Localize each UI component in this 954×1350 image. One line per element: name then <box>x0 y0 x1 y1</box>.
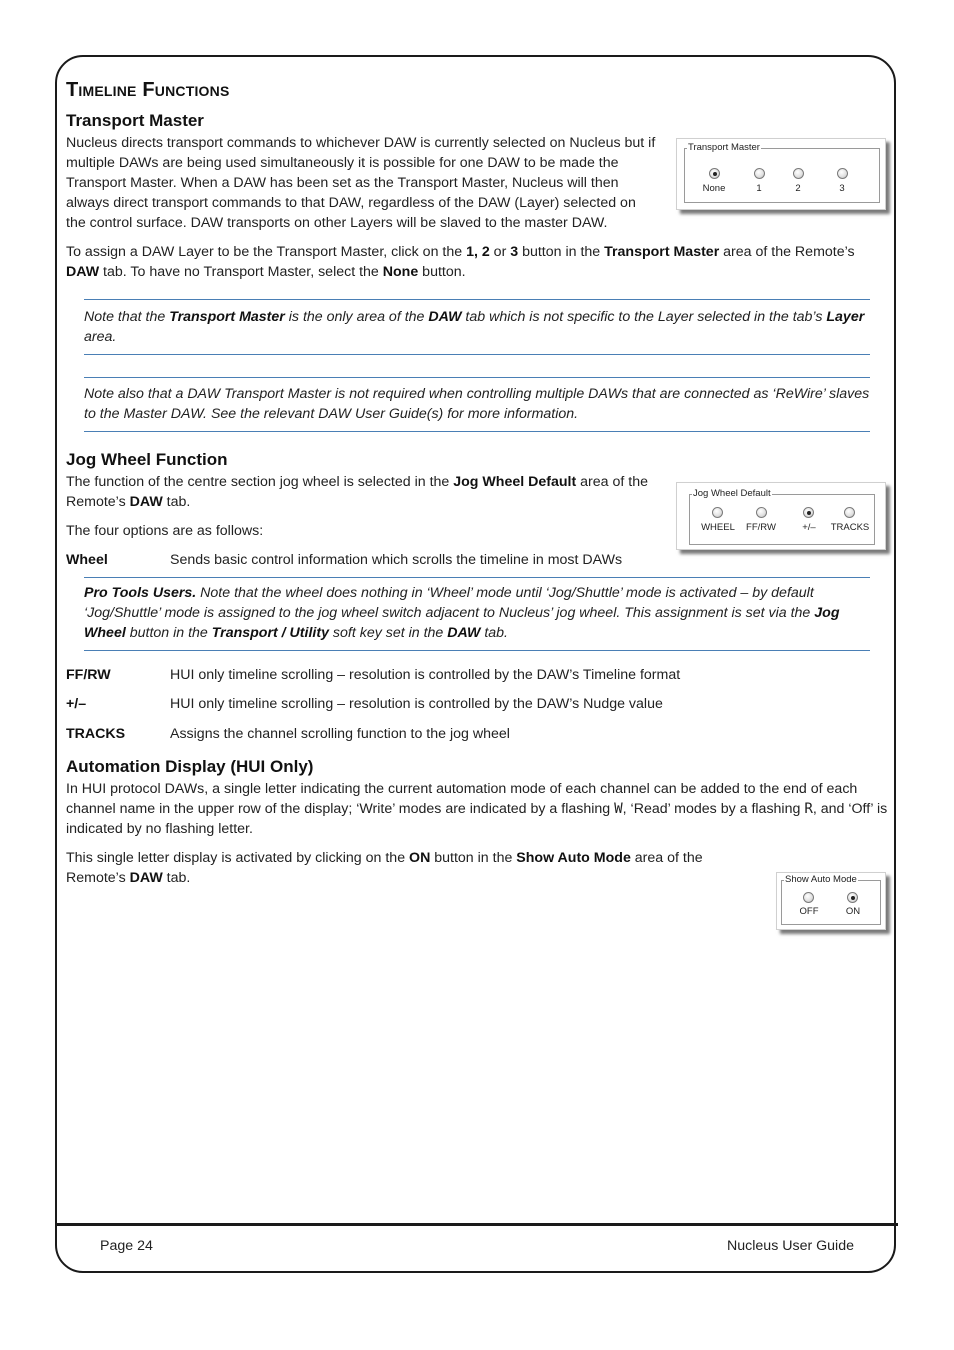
note-pro-tools: Pro Tools Users. Note that the wheel does nothing in ‘Wheel’ mode until ‘Jog/Shuttle’ mode is activated – by default ‘Jog/Shuttle’ mode is assigned to the jog wheel switch adjacent to Nucleus’ jog wheel. This assignment is set via the Jog Wheel button in the Transport / Utility soft key set in the DAW tab. <box>84 577 870 651</box>
radio-wheel[interactable] <box>712 507 723 518</box>
jog-wheel-paragraph: The function of the centre section jog wheel is selected in the Jog Wheel Default area of the Remote’s DAW tab. <box>66 474 648 510</box>
guide-title: Nucleus User Guide <box>727 1238 854 1254</box>
option-description: Assigns the channel scrolling function to the jog wheel <box>170 726 510 742</box>
jog-wheel-options-intro: The four options are as follows: <box>66 523 264 539</box>
note-rewire: Note also that a DAW Transport Master is not required when controlling multiple DAWs that are connected as ‘ReWire’ slaves to the Master DAW. See the relevant DAW User Guide(s) for more information. <box>84 377 870 432</box>
radio-off[interactable] <box>803 892 814 903</box>
radio-1[interactable] <box>754 168 765 179</box>
radio-label: None <box>702 183 726 194</box>
jog-wheel-wheel-row <box>66 550 888 570</box>
automation-heading: Automation Display (HUI Only) <box>66 757 314 776</box>
radio-on[interactable] <box>847 892 858 903</box>
option-term: +/– <box>66 696 87 712</box>
jog-wheel-option-list <box>66 665 888 744</box>
radio-label: 1 <box>756 183 762 194</box>
show-auto-mode-panel <box>776 872 886 930</box>
note-transport-master: Note that the Transport Master is the only area of the DAW tab which is not specific to the Layer selected in the tab’s Layer area. <box>84 299 870 355</box>
option-description: HUI only timeline scrolling – resolution is controlled by the DAW’s Nudge value <box>170 696 663 712</box>
automation-activate-paragraph: This single letter display is activated by clicking on the ON button in the Show Auto Mode area of the Remote’s DAW tab. <box>66 850 703 886</box>
automation-paragraph: In HUI protocol DAWs, a single letter indicating the current automation mode of each channel can be added to the end of each channel name in the upper row of the display; ‘Write’ modes are indicated by a flashing W, ‘Read’ modes by a flashing R, and ‘Off’ is indicated by no flashing letter. <box>66 781 888 837</box>
list-item <box>66 694 888 714</box>
show-auto-mode-group <box>781 875 881 925</box>
transport-master-assign-paragraph: To assign a DAW Layer to be the Transport Master, click on the 1, 2 or 3 button in the Transport Master area of the Remote’s DAW tab. To have no Transport Master, select the None button. <box>66 244 855 280</box>
jog-wheel-heading: Jog Wheel Function <box>66 450 228 469</box>
section-title: Timeline Functions <box>66 79 230 101</box>
option-description: Sends basic control information which scrolls the timeline in most DAWs <box>170 552 623 568</box>
list-item <box>66 724 888 744</box>
radio-label: 3 <box>839 183 845 194</box>
option-description: HUI only timeline scrolling – resolution is controlled by the DAW’s Timeline format <box>170 667 681 683</box>
list-item <box>66 665 888 685</box>
radio-none[interactable] <box>709 168 720 179</box>
option-term: TRACKS <box>66 726 126 742</box>
radio-label: OFF <box>799 906 819 917</box>
radio-label: 2 <box>795 183 801 194</box>
radio-label: WHEEL <box>701 522 735 533</box>
jog-wheel-default-panel <box>676 482 886 550</box>
show-auto-mode-panel-title: Show Auto Mode <box>785 874 857 885</box>
radio-3[interactable] <box>837 168 848 179</box>
radio-label: +/– <box>802 522 816 533</box>
footer-divider <box>55 1223 898 1226</box>
transport-master-panel-title: Transport Master <box>688 142 760 153</box>
option-term: FF/RW <box>66 667 111 683</box>
radio-label: ON <box>845 906 861 917</box>
radio-tracks[interactable] <box>844 507 855 518</box>
radio-label: FF/RW <box>746 522 776 533</box>
jog-wheel-default-panel-title: Jog Wheel Default <box>693 488 771 499</box>
option-term: Wheel <box>66 552 108 568</box>
radio-2[interactable] <box>793 168 804 179</box>
radio-ff-rw[interactable] <box>756 507 767 518</box>
transport-master-paragraph: Nucleus directs transport commands to whichever DAW is currently selected on Nucleus but if multiple DAWs are being used simultaneously it is possible for one DAW to be made the Transport Master. When a DAW has been set as the Transport Master, Nucleus will then always direct transport commands to that DAW, regardless of the DAW (Layer) selected on the control surface. DAW transports on other Layers will be slaved to the master DAW. <box>66 135 656 231</box>
radio-label: TRACKS <box>830 522 870 533</box>
radio-plus-minus[interactable] <box>803 507 814 518</box>
transport-master-heading: Transport Master <box>66 111 204 130</box>
transport-master-panel <box>676 138 886 210</box>
page-number: Page 24 <box>100 1238 153 1254</box>
